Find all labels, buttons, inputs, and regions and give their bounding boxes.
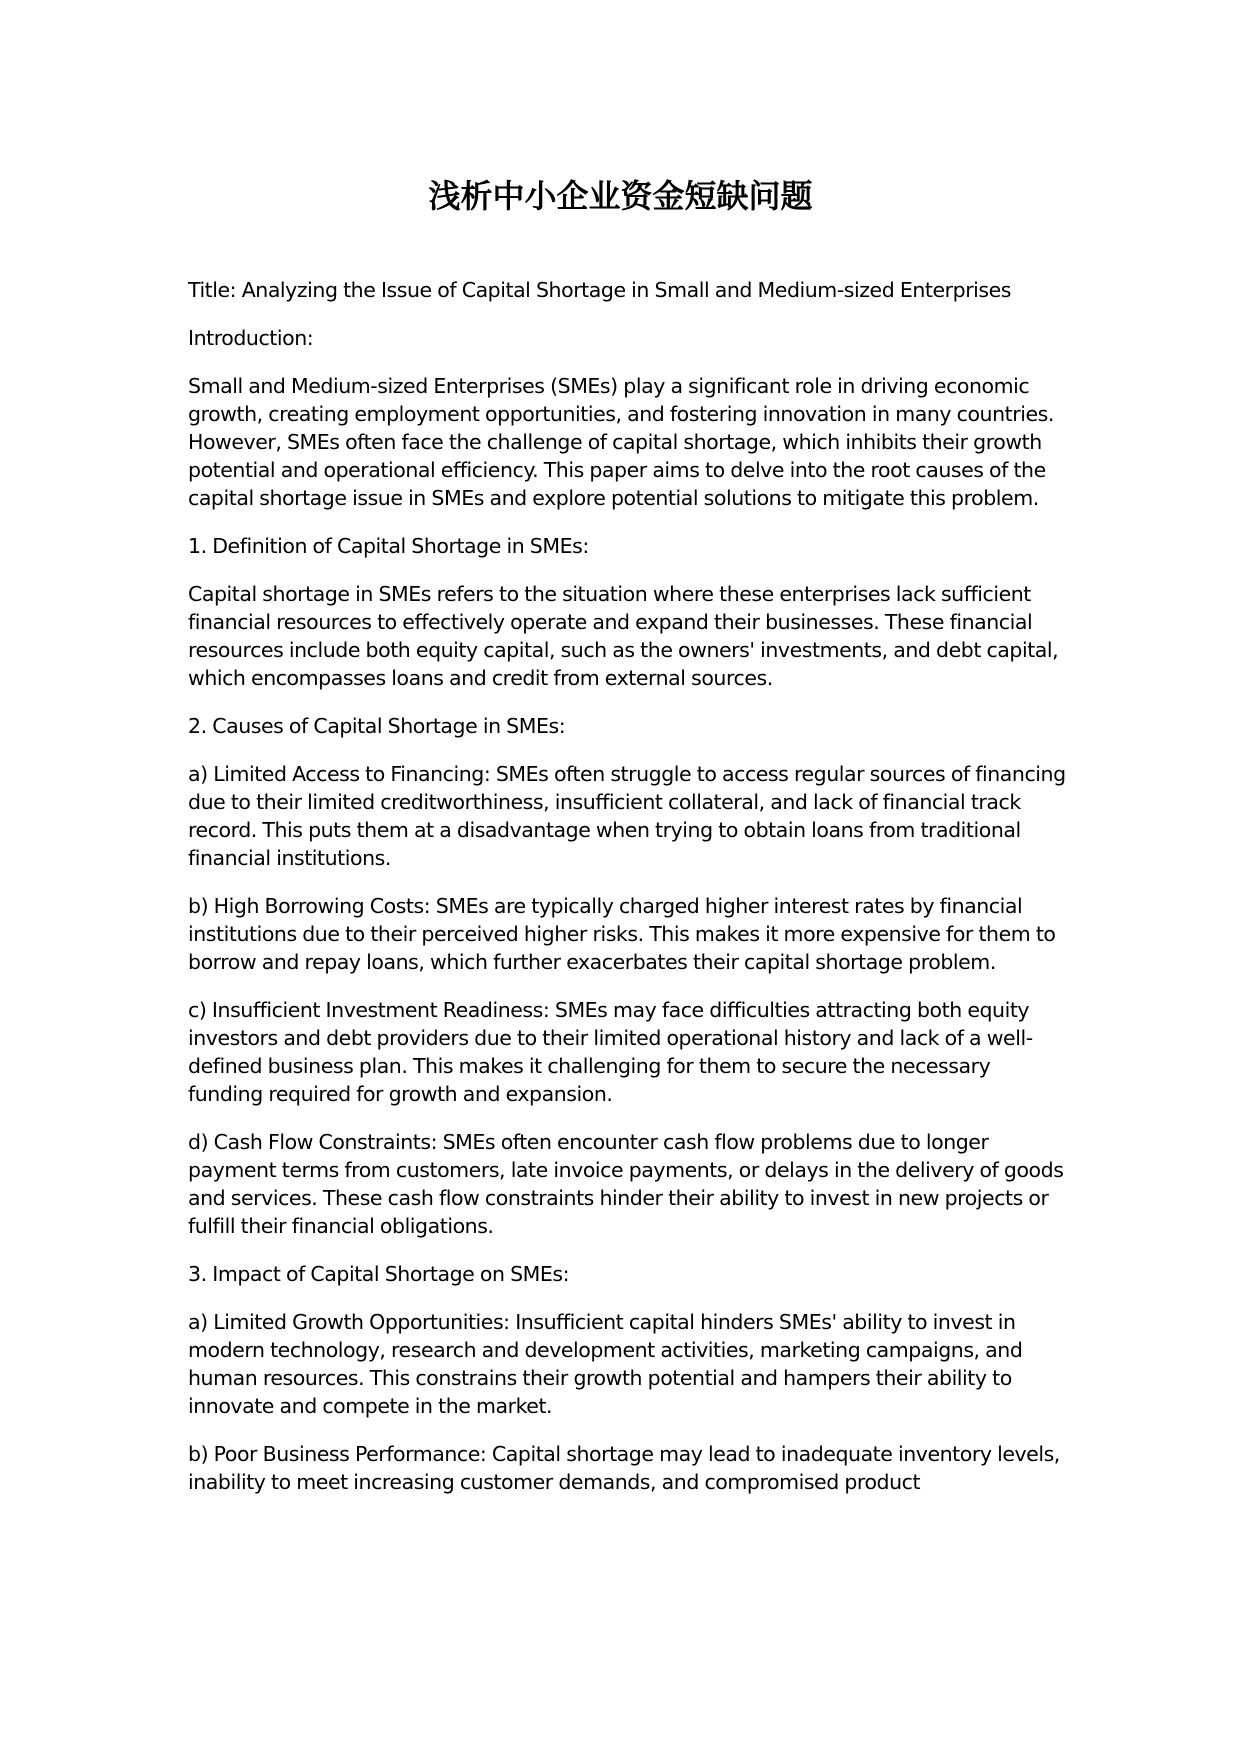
paragraph-cause-a: a) Limited Access to Financing: SMEs often struggle to access regular sources of financing due to their limited creditworthiness, insufficient collateral, and lack of financial track record. This puts them at a disadvantage when trying to obtain loans from traditional financial institutions. [188,762,1066,870]
section-heading-impact: 3. Impact of Capital Shortage on SMEs: [188,1262,570,1286]
document-title: 浅析中小企业资金短缺问题 [428,177,813,215]
document-body [188,276,1068,1516]
paragraph-impact-b: b) Poor Business Performance: Capital shortage may lead to inadequate inventory levels, inability to meet increasing customer demands, and compromised product [188,1442,1060,1494]
paragraph-cause-d: d) Cash Flow Constraints: SMEs often encounter cash flow problems due to longer payment terms from customers, late invoice payments, or delays in the delivery of goods and services. These cash flow constraints hinder their ability to invest in new projects or fulfill their financial obligations. [188,1130,1064,1238]
paragraph-definition-body: Capital shortage in SMEs refers to the situation where these enterprises lack sufficient financial resources to effectively operate and expand their businesses. These financial resources include both equity capital, such as the owners' investments, and debt capital, which encompasses loans and credit from external sources. [188,582,1059,690]
paragraph-cause-c: c) Insufficient Investment Readiness: SMEs may face difficulties attracting both equity investors and debt providers due to their limited operational history and lack of a well-defined business plan. This makes it challenging for them to secure the necessary funding required for growth and expansion. [188,998,1033,1106]
paragraph-introduction-heading: Introduction: [188,326,314,350]
section-heading-definition: 1. Definition of Capital Shortage in SMEs: [188,534,589,558]
paragraph-impact-a: a) Limited Growth Opportunities: Insufficient capital hinders SMEs' ability to invest in modern technology, research and development activities, marketing campaigns, and human resources. This constrains their growth potential and hampers their ability to innovate and compete in the market. [188,1310,1023,1418]
paragraph-title-line: Title: Analyzing the Issue of Capital Shortage in Small and Medium-sized Enterprises [188,278,1012,302]
paragraph-introduction-body: Small and Medium-sized Enterprises (SMEs) play a significant role in driving economic growth, creating employment opportunities, and fostering innovation in many countries. However, SMEs often face the challenge of capital shortage, which inhibits their growth potential and operational efficiency. This paper aims to delve into the root causes of the capital shortage issue in SMEs and explore potential solutions to mitigate this problem. [188,374,1054,510]
section-heading-causes: 2. Causes of Capital Shortage in SMEs: [188,714,566,738]
paragraph-cause-b: b) High Borrowing Costs: SMEs are typically charged higher interest rates by financial institutions due to their perceived higher risks. This makes it more expensive for them to borrow and repay loans, which further exacerbates their capital shortage problem. [188,894,1056,974]
